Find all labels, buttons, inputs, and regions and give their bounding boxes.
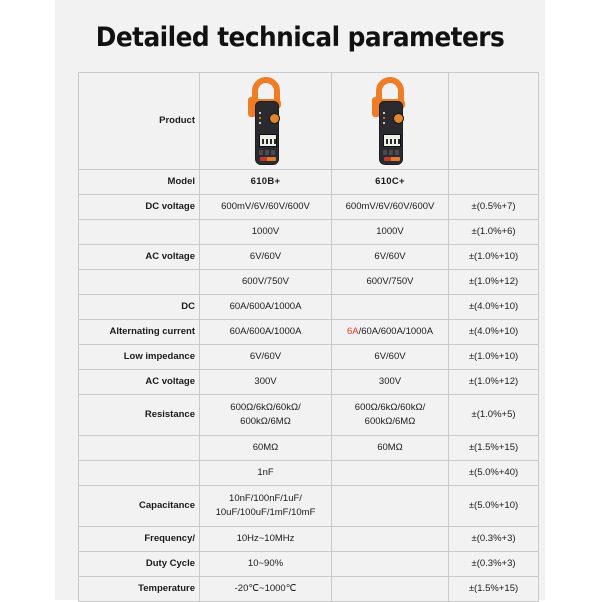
table-row — [79, 270, 539, 295]
meter-buttons-row-secondary — [384, 157, 400, 161]
row-label-empty — [79, 220, 200, 245]
cell-accuracy: ±(1.5%+15) — [449, 436, 539, 461]
cell-610c — [332, 577, 449, 602]
table-row-product — [79, 73, 539, 170]
model-name-610b: 610B+ — [200, 170, 332, 195]
table-row — [79, 370, 539, 395]
meter-indicator-dots — [382, 111, 392, 125]
row-label-empty — [79, 461, 200, 486]
row-label-dc: DC — [79, 295, 200, 320]
table-row — [79, 552, 539, 577]
row-label-alternating-current: Alternating current — [79, 320, 200, 345]
cell-610c — [332, 552, 449, 577]
cell-accuracy: ±(1.0%+12) — [449, 370, 539, 395]
model-row-accuracy-empty — [449, 170, 539, 195]
cell-610c — [332, 527, 449, 552]
row-label-resistance: Resistance — [79, 395, 200, 436]
row-label-empty — [79, 270, 200, 295]
cell-610c: 6V/60V — [332, 345, 449, 370]
cell-610b: 1000V — [200, 220, 332, 245]
cell-610b: 60A/600A/1000A — [200, 295, 332, 320]
clamp-meter-icon — [243, 77, 289, 165]
cell-accuracy: ±(4.0%+10) — [449, 295, 539, 320]
cell-610c — [332, 295, 449, 320]
cell-610b: 300V — [200, 370, 332, 395]
table-row — [79, 577, 539, 602]
table-row — [79, 195, 539, 220]
cell-610b: 60MΩ — [200, 436, 332, 461]
table-row — [79, 395, 539, 436]
meter-body — [255, 101, 279, 165]
lcd-screen — [259, 134, 277, 147]
clamp-meter-icon — [367, 77, 413, 165]
row-label-dc-voltage: DC voltage — [79, 195, 200, 220]
cell-610c: 60MΩ — [332, 436, 449, 461]
row-label-frequency: Frequency/ — [79, 527, 200, 552]
table-row — [79, 220, 539, 245]
table-row — [79, 295, 539, 320]
row-label-ac-voltage: AC voltage — [79, 370, 200, 395]
meter-indicator-dots — [258, 111, 268, 125]
cell-610c: 600mV/6V/60V/600V — [332, 195, 449, 220]
cell-610c: 6V/60V — [332, 245, 449, 270]
table-row — [79, 461, 539, 486]
cell-610b: 60A/600A/1000A — [200, 320, 332, 345]
lcd-screen — [383, 134, 401, 147]
cell-610b: -20℃~1000℃ — [200, 577, 332, 602]
cell-accuracy: ±(1.0%+6) — [449, 220, 539, 245]
cell-610c: 6A/60A/600A/1000A — [332, 320, 449, 345]
highlighted-value: 6A — [346, 326, 359, 338]
cell-610b: 600V/750V — [200, 270, 332, 295]
cell-accuracy: ±(4.0%+10) — [449, 320, 539, 345]
row-label-low-impedance: Low impedance — [79, 345, 200, 370]
cell-610b: 6V/60V — [200, 345, 332, 370]
page-title: Detailed technical parameters — [95, 22, 505, 53]
row-label-capacitance: Capacitance — [79, 486, 200, 527]
cell-accuracy: ±(0.5%+7) — [449, 195, 539, 220]
cell-610c: 600Ω/6kΩ/60kΩ/ 600kΩ/6MΩ — [332, 395, 449, 436]
meter-buttons-row-secondary — [260, 157, 276, 161]
cell-610b: 600Ω/6kΩ/60kΩ/ 600kΩ/6MΩ — [200, 395, 332, 436]
rotary-dial-icon — [269, 113, 280, 124]
cell-610b: 10nF/100nF/1uF/ 10uF/100uF/1mF/10mF — [200, 486, 332, 527]
row-label-empty — [79, 436, 200, 461]
lcd-digits — [386, 139, 400, 144]
cell-accuracy: ±(5.0%+40) — [449, 461, 539, 486]
row-label-product: Product — [79, 73, 200, 170]
table-row — [79, 527, 539, 552]
product-row-accuracy-empty — [449, 73, 539, 170]
table-row — [79, 436, 539, 461]
cell-610b: 10~90% — [200, 552, 332, 577]
table-row — [79, 345, 539, 370]
cell-610b: 6V/60V — [200, 245, 332, 270]
product-image-610c — [332, 73, 449, 170]
row-label-temperature: Temperature — [79, 577, 200, 602]
table-row — [79, 320, 539, 345]
spec-table-body — [79, 195, 539, 602]
lcd-digits — [262, 139, 276, 144]
cell-accuracy: ±(5.0%+10) — [449, 486, 539, 527]
cell-accuracy: ±(0.3%+3) — [449, 552, 539, 577]
spec-table — [78, 72, 539, 602]
cell-accuracy: ±(0.3%+3) — [449, 527, 539, 552]
rotary-dial-icon — [393, 113, 404, 124]
row-label-model: Model — [79, 170, 200, 195]
cell-610b: 1nF — [200, 461, 332, 486]
cell-610b: 600mV/6V/60V/600V — [200, 195, 332, 220]
meter-buttons-row — [383, 150, 401, 155]
cell-accuracy: ±(1.0%+12) — [449, 270, 539, 295]
cell-610c: 600V/750V — [332, 270, 449, 295]
product-image-610b — [200, 73, 332, 170]
cell-610c — [332, 461, 449, 486]
row-label-duty-cycle: Duty Cycle — [79, 552, 200, 577]
cell-610b: 10Hz~10MHz — [200, 527, 332, 552]
cell-accuracy: ±(1.0%+5) — [449, 395, 539, 436]
table-row — [79, 486, 539, 527]
table-row — [79, 245, 539, 270]
cell-accuracy: ±(1.0%+10) — [449, 345, 539, 370]
cell-610c: 300V — [332, 370, 449, 395]
meter-body — [379, 101, 403, 165]
meter-buttons-row — [259, 150, 277, 155]
row-label-ac-voltage: AC voltage — [79, 245, 200, 270]
cell-accuracy: ±(1.5%+15) — [449, 577, 539, 602]
cell-accuracy: ±(1.0%+10) — [449, 245, 539, 270]
spec-table-container — [78, 72, 538, 602]
cell-610c — [332, 486, 449, 527]
cell-610c: 1000V — [332, 220, 449, 245]
model-name-610c: 610C+ — [332, 170, 449, 195]
table-row-model — [79, 170, 539, 195]
